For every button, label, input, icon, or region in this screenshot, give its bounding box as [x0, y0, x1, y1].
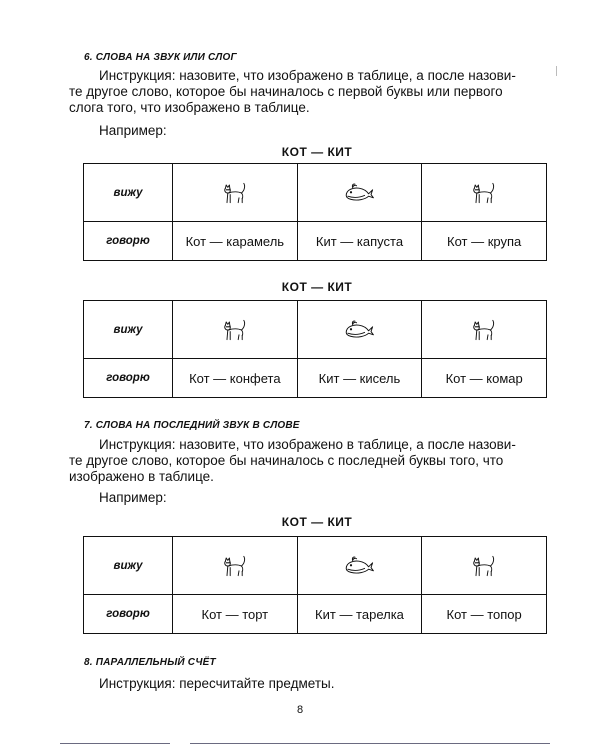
instruction-line: слога того, что изображено в таблице. [69, 100, 310, 115]
cat-icon [219, 318, 251, 342]
row-label-say: говорю [84, 359, 173, 398]
instruction-line: Инструкция: назовите, что изображено в таблице, а после назови- [99, 437, 516, 452]
row-label-see: вижу [84, 537, 173, 595]
section-8-instruction: Инструкция: пересчитайте предметы. [99, 676, 335, 691]
section-8-title: 8. ПАРАЛЛЕЛЬНЫЙ СЧЁТ [84, 657, 216, 668]
footer-rule [190, 743, 550, 744]
word-pair-cell: Кот — топор [422, 595, 547, 634]
picture-cell [297, 164, 422, 222]
instruction-line: Инструкция: назовите, что изображено в таблице, а после назови- [99, 68, 516, 83]
instruction-line: изображено в таблице. [69, 469, 214, 484]
cat-icon [468, 181, 500, 205]
cat-icon [219, 554, 251, 578]
cat-icon [468, 554, 500, 578]
example-label: Например: [99, 490, 167, 505]
instruction-line: те другое слово, которое бы начиналось с последней буквы того, что [69, 453, 504, 468]
table-title: КОТ — КИТ [281, 515, 353, 529]
picture-cell [173, 164, 298, 222]
picture-cell [422, 537, 547, 595]
word-pair-cell: Кот — конфета [173, 359, 298, 398]
word-pair-cell: Кит — тарелка [297, 595, 422, 634]
picture-cell [297, 301, 422, 359]
row-label-see: вижу [84, 301, 173, 359]
row-label-see: вижу [84, 164, 173, 222]
picture-cell [422, 164, 547, 222]
example-table-2 [83, 300, 547, 398]
word-pair-cell: Кит — кисель [297, 359, 422, 398]
scan-mark [556, 66, 557, 76]
section-6-instruction [69, 68, 550, 116]
row-label-say: говорю [84, 222, 173, 261]
example-table-1 [83, 163, 547, 261]
table-title: КОТ — КИТ [281, 145, 353, 159]
word-pair-cell: Кот — комар [422, 359, 547, 398]
table-title: КОТ — КИТ [281, 280, 353, 294]
instruction-line: те другое слово, которое бы начиналось с первой буквы или первого [69, 84, 503, 99]
row-label-say: говорю [84, 595, 173, 634]
cat-icon [219, 181, 251, 205]
picture-cell [297, 537, 422, 595]
whale-icon [342, 554, 376, 578]
word-pair-cell: Кит — капуста [297, 222, 422, 261]
picture-cell [173, 301, 298, 359]
example-table-3 [83, 536, 547, 634]
page-number: 8 [296, 704, 304, 716]
footer-rule [60, 743, 170, 744]
word-pair-cell: Кот — крупа [422, 222, 547, 261]
picture-cell [422, 301, 547, 359]
cat-icon [468, 318, 500, 342]
word-pair-cell: Кот — карамель [173, 222, 298, 261]
whale-icon [342, 318, 376, 342]
section-7-title: 7. СЛОВА НА ПОСЛЕДНИЙ ЗВУК В СЛОВЕ [84, 420, 300, 431]
section-6-title: 6. СЛОВА НА ЗВУК ИЛИ СЛОГ [84, 52, 237, 63]
example-label: Например: [99, 123, 167, 138]
section-7-instruction [69, 437, 550, 485]
word-pair-cell: Кот — торт [173, 595, 298, 634]
whale-icon [342, 181, 376, 205]
picture-cell [173, 537, 298, 595]
